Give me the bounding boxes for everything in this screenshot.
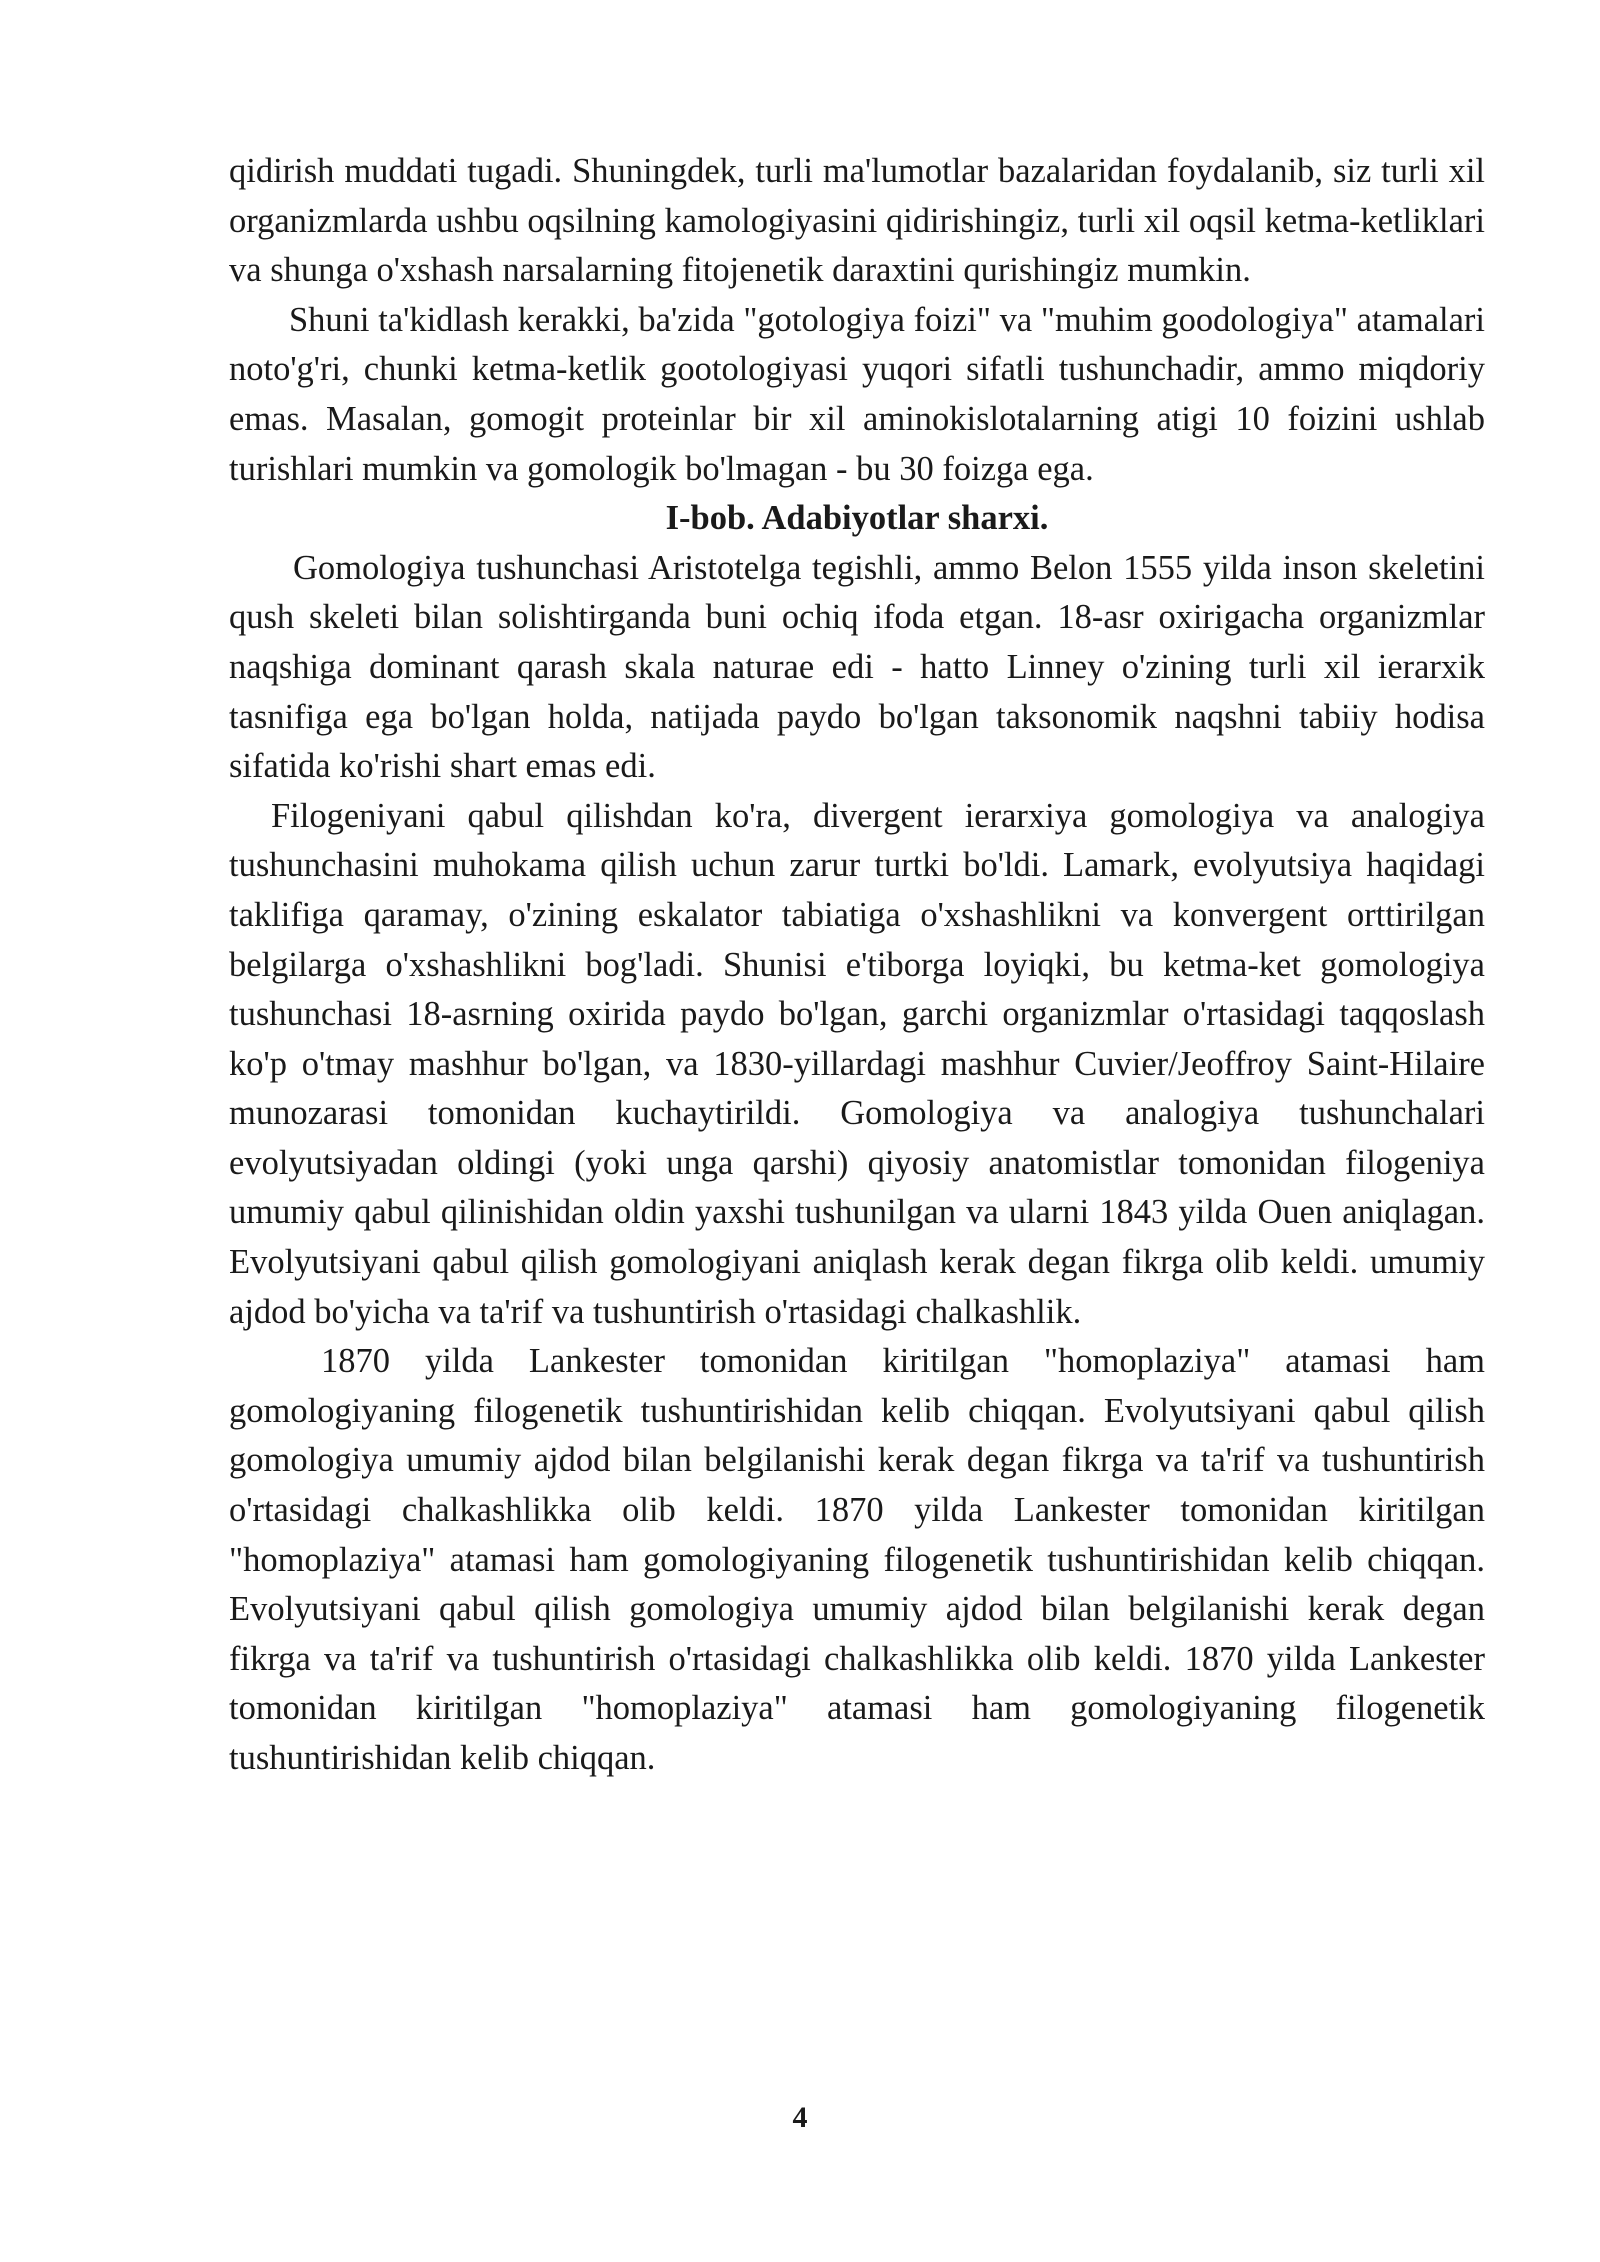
paragraph-homology-terms: Shuni ta'kidlash kerakki, ba'zida "gotologiya foizi" va "muhim goodologiya" atamalari noto'g'ri, chunki ketma-ketlik gootologiyasi yuqori sifatli tushunchadir, ammo miqdoriy emas. Masalan, gomogit proteinlar bir xil aminokislotalarning atigi 10 foizini ushlab turishlari mumkin va gomologik bo'lmagan - bu 30 foizga ega. [229, 300, 1485, 488]
paragraph-intro-continuation: qidirish muddati tugadi. Shuningdek, turli ma'lumotlar bazalaridan foydalanib, siz turli xil organizmlarda ushbu oqsilning kamologiyasini qidirishingiz, turli xil oqsil ketma-ketliklari va shunga o'xshash narsalarning fitojenetik daraxtini qurishingiz mumkin. [229, 152, 1485, 290]
paragraph-phylogeny: Filogeniyani qabul qilishdan ko'ra, divergent ierarxiya gomologiya va analogiya tushunchasini muhokama qilish uchun zarur turtki bo'ldi. Lamark, evolyutsiya haqidagi taklifiga qaramay, o'zining eskalator tabiatiga o'xshashlikni va konvergent orttirilgan belgilarga o'xshashlikni bog'ladi. Shunisi e'tiborga loyiqki, bu ketma-ket gomologiya tushunchasi 18-asrning oxirida paydo bo'lgan, garchi organizmlar o'rtasidagi taqqoslash ko'p o'tmay mashhur bo'lgan, va 1830-yillardagi mashhur Cuvier/Jeoffroy Saint-Hilaire munozarasi tomonidan kuchaytirildi. Gomologiya va analogiya tushunchalari evolyutsiyadan oldingi (yoki unga qarshi) qiyosiy anatomistlar tomonidan filogeniya umumiy qabul qilinishidan oldin yaxshi tushunilgan va ularni 1843 yilda Ouen aniqlagan. Evolyutsiyani qabul qilish gomologiyani aniqlash kerak degan fikrga olib keldi. umumiy ajdod bo'yicha va ta'rif va tushuntirish o'rtasidagi chalkashlik. [229, 796, 1485, 1331]
document-page [229, 147, 1485, 1784]
paragraph-homoplasy: 1870 yilda Lankester tomonidan kiritilgan "homoplaziya" atamasi ham gomologiyaning filogenetik tushuntirishidan kelib chiqqan. Evolyutsiyani qabul qilish gomologiya umumiy ajdod bilan belgilanishi kerak degan fikrga va ta'rif va tushuntirish o'rtasidagi chalkashlikka olib keldi. 1870 yilda Lankester tomonidan kiritilgan "homoplaziya" atamasi ham gomologiyaning filogenetik tushuntirishidan kelib chiqqan. Evolyutsiyani qabul qilish gomologiya umumiy ajdod bilan belgilanishi kerak degan fikrga va ta'rif va tushuntirish o'rtasidagi chalkashlikka olib keldi. 1870 yilda Lankester tomonidan kiritilgan "homoplaziya" atamasi ham gomologiyaning filogenetik tushuntirishidan kelib chiqqan. [229, 1342, 1485, 1777]
page-number: 4 [792, 2101, 808, 2134]
paragraph-homology-history: Gomologiya tushunchasi Aristotelga tegishli, ammo Belon 1555 yilda inson skeletini qush skeleti bilan solishtirganda buni ochiq ifoda etgan. 18-asr oxirigacha organizmlar naqshiga dominant qarash skala naturae edi - hatto Linney o'zining turli xil ierarxik tasnifiga ega bo'lgan holda, natijada paydo bo'lgan taksonomik naqshni tabiiy hodisa sifatida ko'rishi shart emas edi. [229, 548, 1485, 786]
section-heading: I-bob. Adabiyotlar sharxi. [665, 499, 1049, 538]
